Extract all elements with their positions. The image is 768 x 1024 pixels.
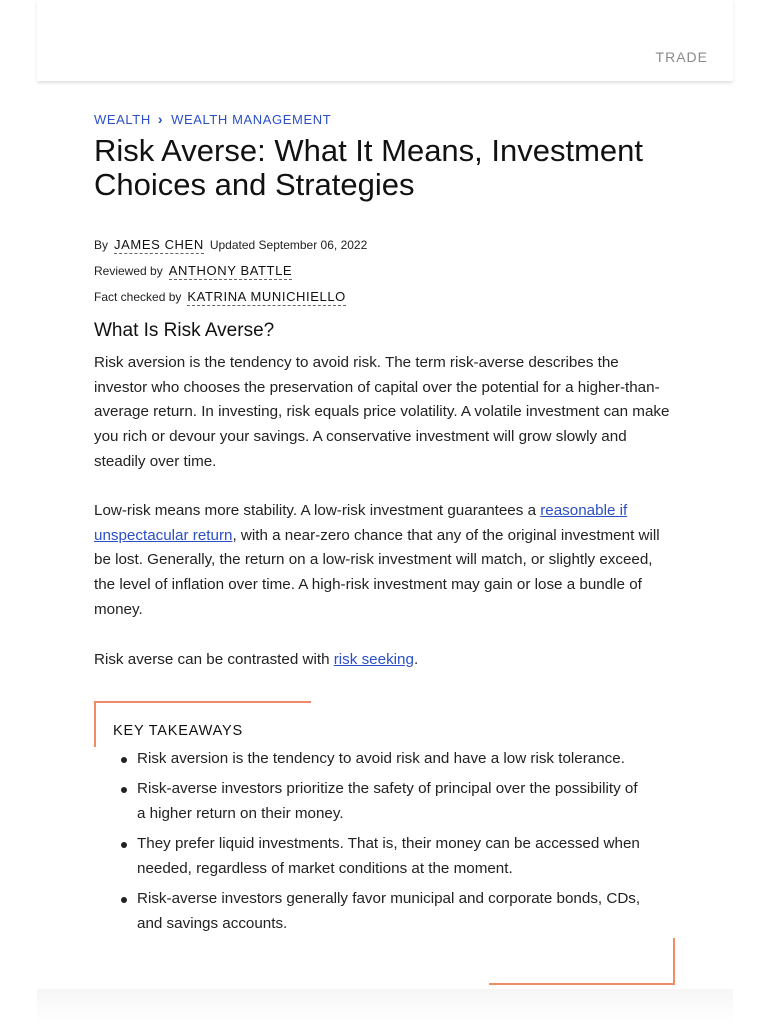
takeaway-text: Risk-averse investors generally favor municipal and corporate bonds, CDs, and savings accounts. bbox=[137, 890, 641, 932]
byline-factcheck-row bbox=[94, 289, 346, 304]
author-link[interactable]: JAMES CHEN bbox=[114, 237, 204, 252]
footer-edge bbox=[37, 989, 733, 1024]
reasonable-return-link[interactable]: reasonable if unspectacular return bbox=[94, 502, 628, 544]
fact-checked-by-label: Fact checked by bbox=[94, 290, 182, 304]
takeaway-item bbox=[119, 832, 649, 881]
byline-reviewer-row bbox=[94, 263, 292, 278]
paragraph-2-text-start: Low-risk means more stability. A low-risk investment guarantees a bbox=[94, 502, 541, 519]
breadcrumb-item-wealth[interactable]: WEALTH bbox=[94, 111, 151, 127]
key-takeaways-title: KEY TAKEAWAYS bbox=[113, 723, 243, 739]
paragraph-3-text-end: . bbox=[413, 651, 419, 668]
takeaways-border-top bbox=[94, 701, 311, 703]
reviewed-by-label: Reviewed by bbox=[94, 264, 163, 278]
paragraph-1: Risk aversion is the tendency to avoid risk. The term risk-averse describes the investor who chooses the preservation of capital over the potential for a higher-than-average return. In investing, risk equals price volatility. A volatile investment can make you rich or devour your savings. A conservative investment will grow slowly and steadily over time. bbox=[94, 354, 670, 470]
by-label: By bbox=[94, 238, 109, 252]
fact-checker-link[interactable]: KATRINA MUNICHIELLO bbox=[187, 289, 346, 304]
updated-date: Updated September 06, 2022 bbox=[209, 238, 368, 252]
takeaway-item bbox=[119, 887, 649, 936]
section-heading: What Is Risk Averse? bbox=[94, 320, 275, 341]
takeaways-border-left bbox=[94, 701, 96, 747]
bullet-icon bbox=[121, 897, 127, 903]
key-takeaways-list bbox=[119, 747, 649, 942]
takeaway-text: Risk-averse investors prioritize the safety of principal over the possibility of a higher return on their money. bbox=[137, 780, 638, 822]
takeaway-item bbox=[119, 747, 649, 772]
article-title: Risk Averse: What It Means, Investment Choices and Strategies bbox=[94, 133, 644, 202]
risk-seeking-link[interactable]: risk seeking bbox=[333, 651, 414, 668]
trade-link[interactable]: TRADE bbox=[655, 49, 708, 65]
paragraph-3 bbox=[94, 648, 676, 673]
bullet-icon bbox=[121, 842, 127, 848]
breadcrumb-item-wealth-management[interactable]: WEALTH MANAGEMENT bbox=[171, 111, 332, 127]
top-navigation-bar bbox=[37, 0, 733, 81]
chevron-right-icon: › bbox=[157, 111, 164, 127]
takeaways-border-right bbox=[673, 938, 675, 985]
takeaway-text: Risk aversion is the tendency to avoid risk and have a low risk tolerance. bbox=[137, 750, 625, 767]
takeaway-item bbox=[119, 777, 649, 826]
reviewer-link[interactable]: ANTHONY BATTLE bbox=[168, 263, 293, 278]
takeaway-text: They prefer liquid investments. That is, their money can be accessed when needed, regardless of market conditions at the moment. bbox=[137, 835, 640, 877]
takeaways-border-bottom bbox=[489, 983, 675, 985]
bullet-icon bbox=[121, 757, 127, 763]
paragraph-3-text-start: Risk averse can be contrasted with bbox=[94, 651, 334, 668]
paragraph-2 bbox=[94, 499, 676, 623]
bullet-icon bbox=[121, 787, 127, 793]
breadcrumb bbox=[94, 111, 331, 127]
byline-author-row bbox=[94, 237, 367, 252]
paragraph-2-text-end: , with a near-zero chance that any of the original investment will be lost. Generally, the return on a low-risk investment will match, or slightly exceed, the level of inflation over time. A high-risk investment may gain or lose a bundle of money. bbox=[94, 526, 660, 618]
